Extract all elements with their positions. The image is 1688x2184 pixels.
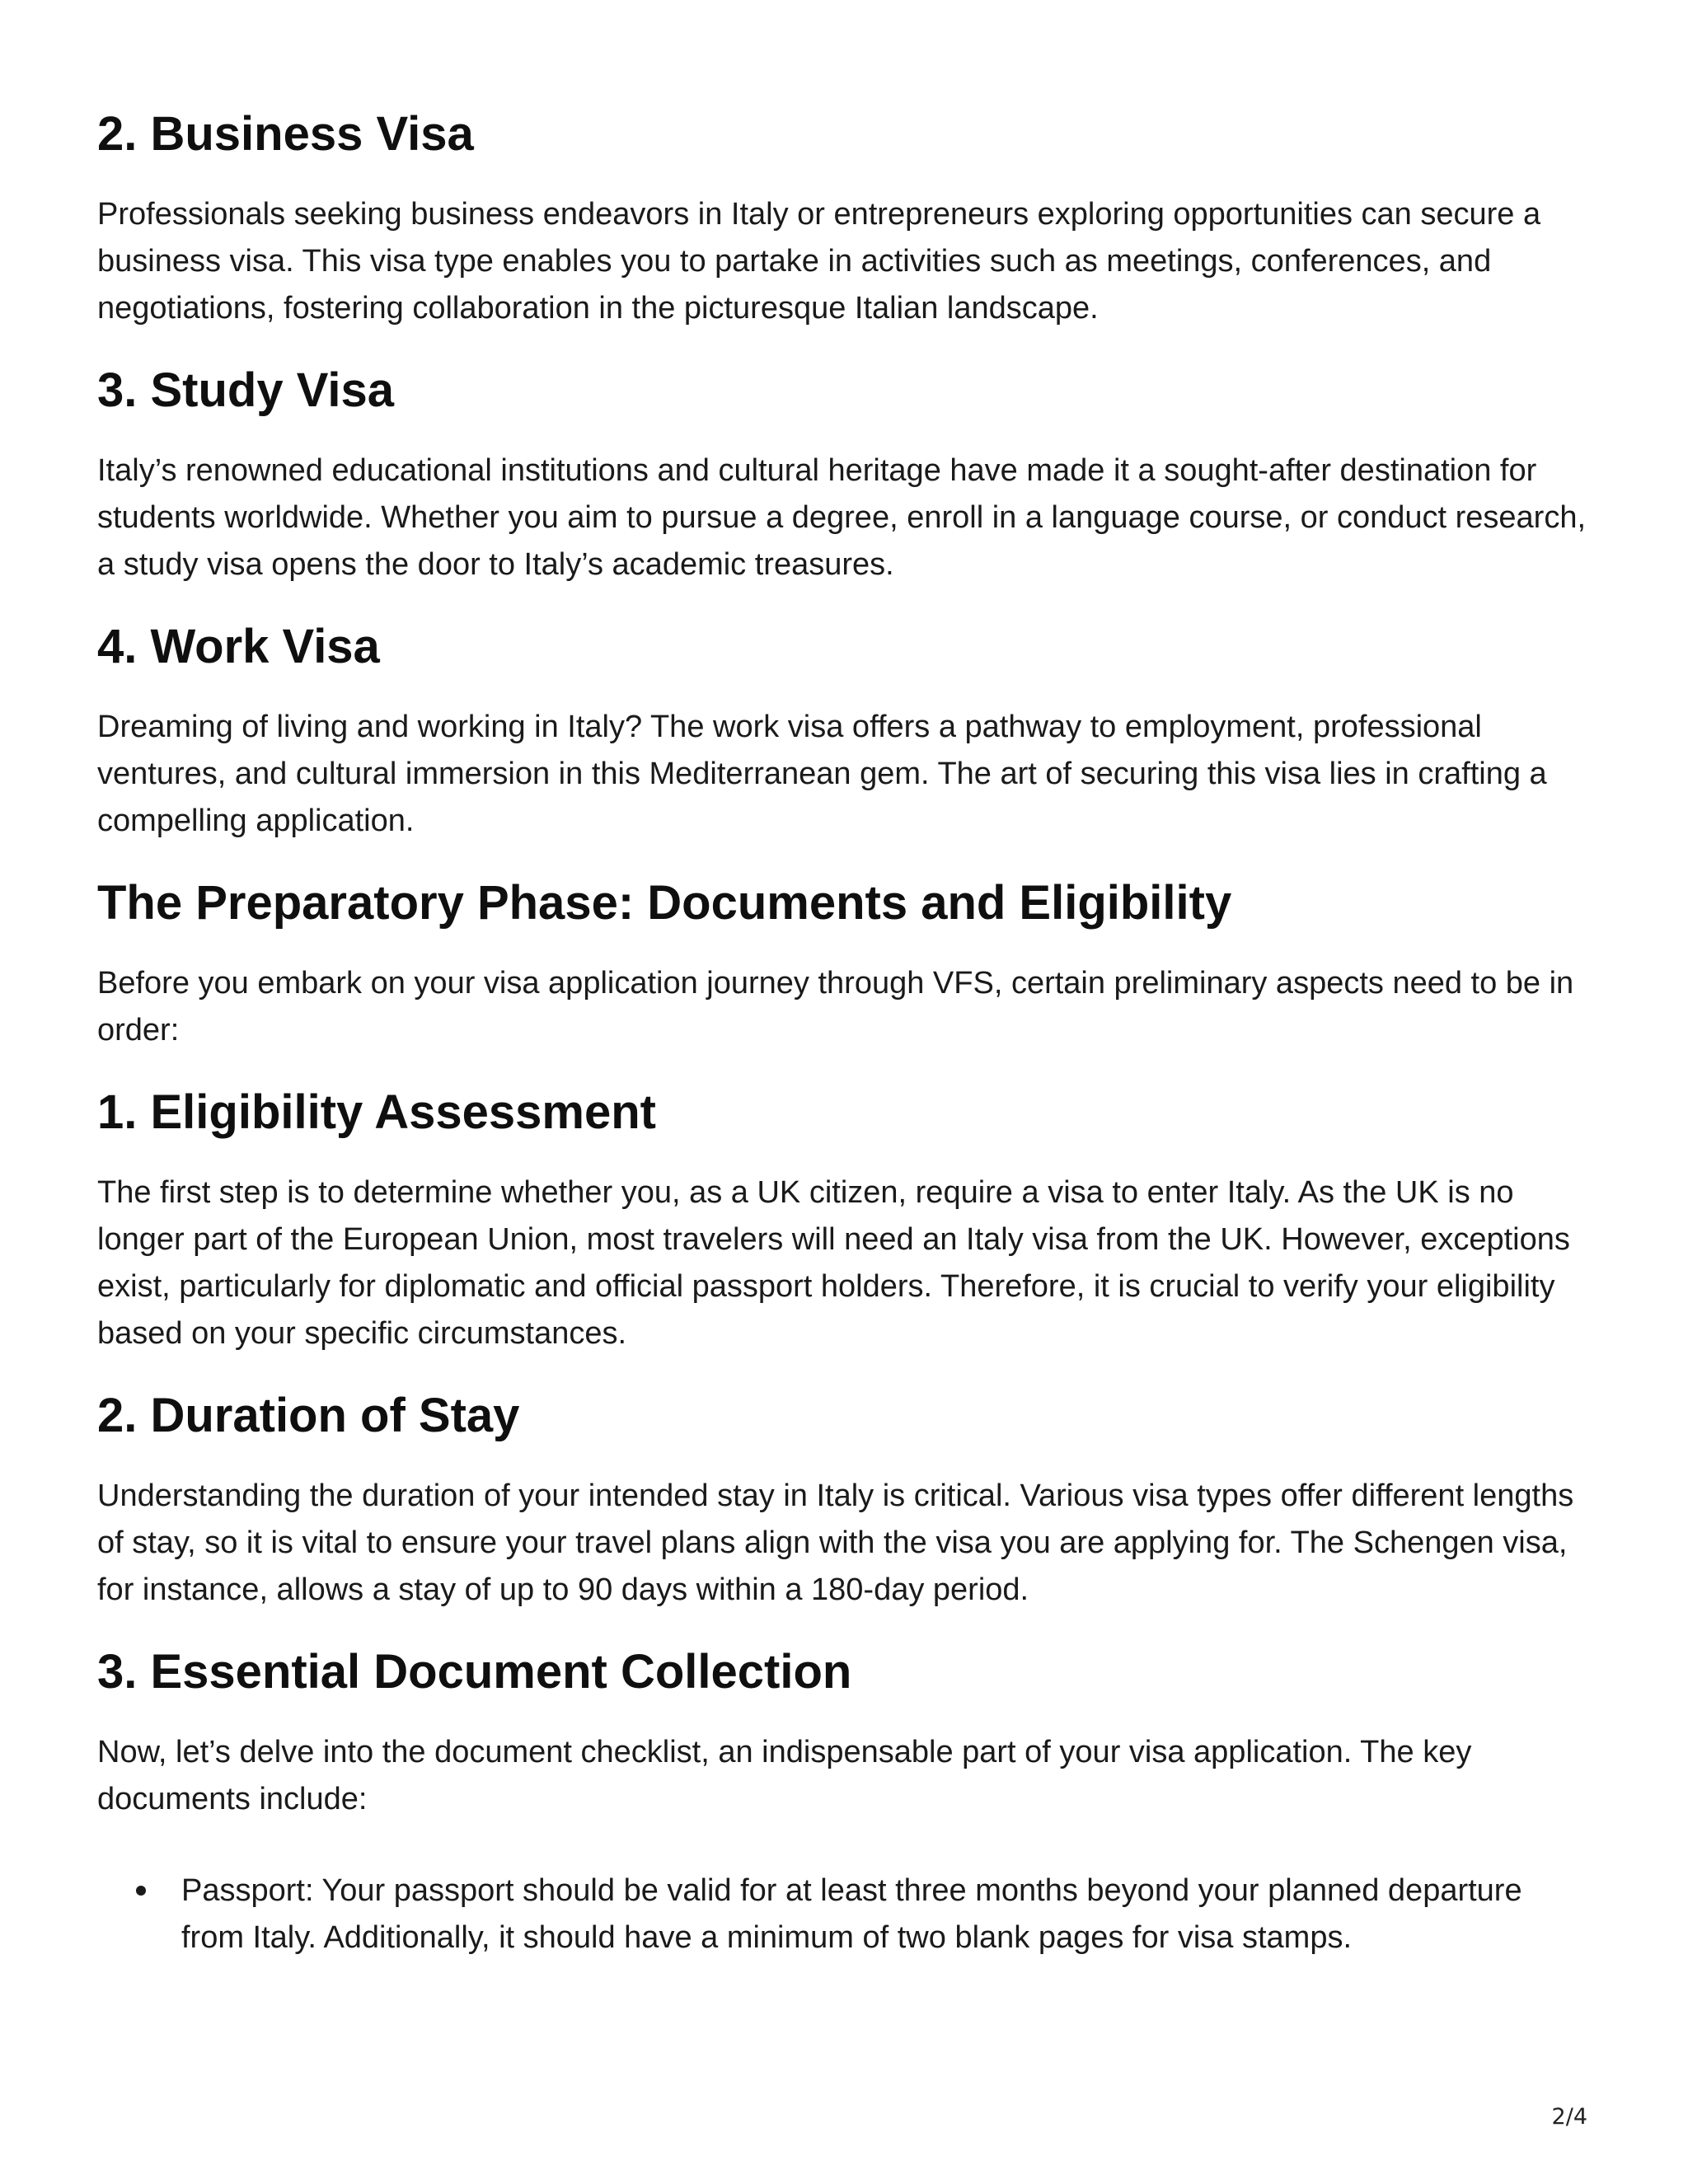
- list-item: [181, 1868, 1591, 1961]
- section-study-visa: [97, 362, 1591, 588]
- section-business-visa: [97, 105, 1591, 332]
- section-heading: 1. Eligibility Assessment: [97, 1085, 656, 1139]
- section-paragraph: Now, let’s delve into the document checklist, an indispensable part of your visa application. The key documents include:: [97, 1735, 1472, 1816]
- section-preparatory-phase: [97, 874, 1591, 1054]
- section-paragraph: Understanding the duration of your intended stay in Italy is critical. Various visa types offer different lengths of stay, so it is vital to ensure your travel plans align with the visa you are applying for. The Schengen visa, for instance, allows a stay of up to 90 days within a 180-day period.: [97, 1479, 1574, 1607]
- document-checklist: [97, 1868, 1591, 1961]
- section-heading: 2. Business Visa: [97, 107, 474, 161]
- section-heading: 3. Essential Document Collection: [97, 1645, 852, 1699]
- section-paragraph: Professionals seeking business endeavors in Italy or entrepreneurs exploring opportunities can secure a business visa. This visa type enables you to partake in activities such as meetings, conferences, and negotiations, fostering collaboration in the picturesque Italian landscape.: [97, 197, 1541, 326]
- section-paragraph: Italy’s renowned educational institutions and cultural heritage have made it a sought-after destination for students worldwide. Whether you aim to pursue a degree, enroll in a language course, or conduct research, a study visa opens the door to Italy’s academic treasures.: [97, 453, 1587, 582]
- section-essential-documents: [97, 1643, 1591, 1961]
- section-eligibility-assessment: [97, 1084, 1591, 1357]
- section-paragraph: Dreaming of living and working in Italy? The work visa offers a pathway to employment, professional ventures, and cultural immersion in this Mediterranean gem. The art of securing this visa lies in crafting a compelling application.: [97, 710, 1547, 838]
- section-heading: 4. Work Visa: [97, 620, 380, 673]
- section-heading: 2. Duration of Stay: [97, 1389, 520, 1442]
- page-number: 2/4: [1551, 2104, 1587, 2130]
- document-page: [97, 105, 1591, 1961]
- list-item-text: Passport: Your passport should be valid for at least three months beyond your planned departure from Italy. Additionally, it should have a minimum of two blank pages for visa stamps.: [181, 1873, 1522, 1955]
- section-heading: 3. Study Visa: [97, 363, 394, 417]
- section-duration-of-stay: [97, 1387, 1591, 1614]
- section-work-visa: [97, 618, 1591, 845]
- section-paragraph: Before you embark on your visa application journey through VFS, certain preliminary aspects need to be in order:: [97, 966, 1574, 1047]
- section-paragraph: The first step is to determine whether you, as a UK citizen, require a visa to enter Italy. As the UK is no longer part of the European Union, most travelers will need an Italy visa from the UK. However, exceptions exist, particularly for diplomatic and official passport holders. Therefore, it is crucial to verify your eligibility based on your specific circumstances.: [97, 1175, 1570, 1351]
- bullet-icon: [136, 1886, 146, 1896]
- section-heading: The Preparatory Phase: Documents and Eligibility: [97, 876, 1232, 930]
